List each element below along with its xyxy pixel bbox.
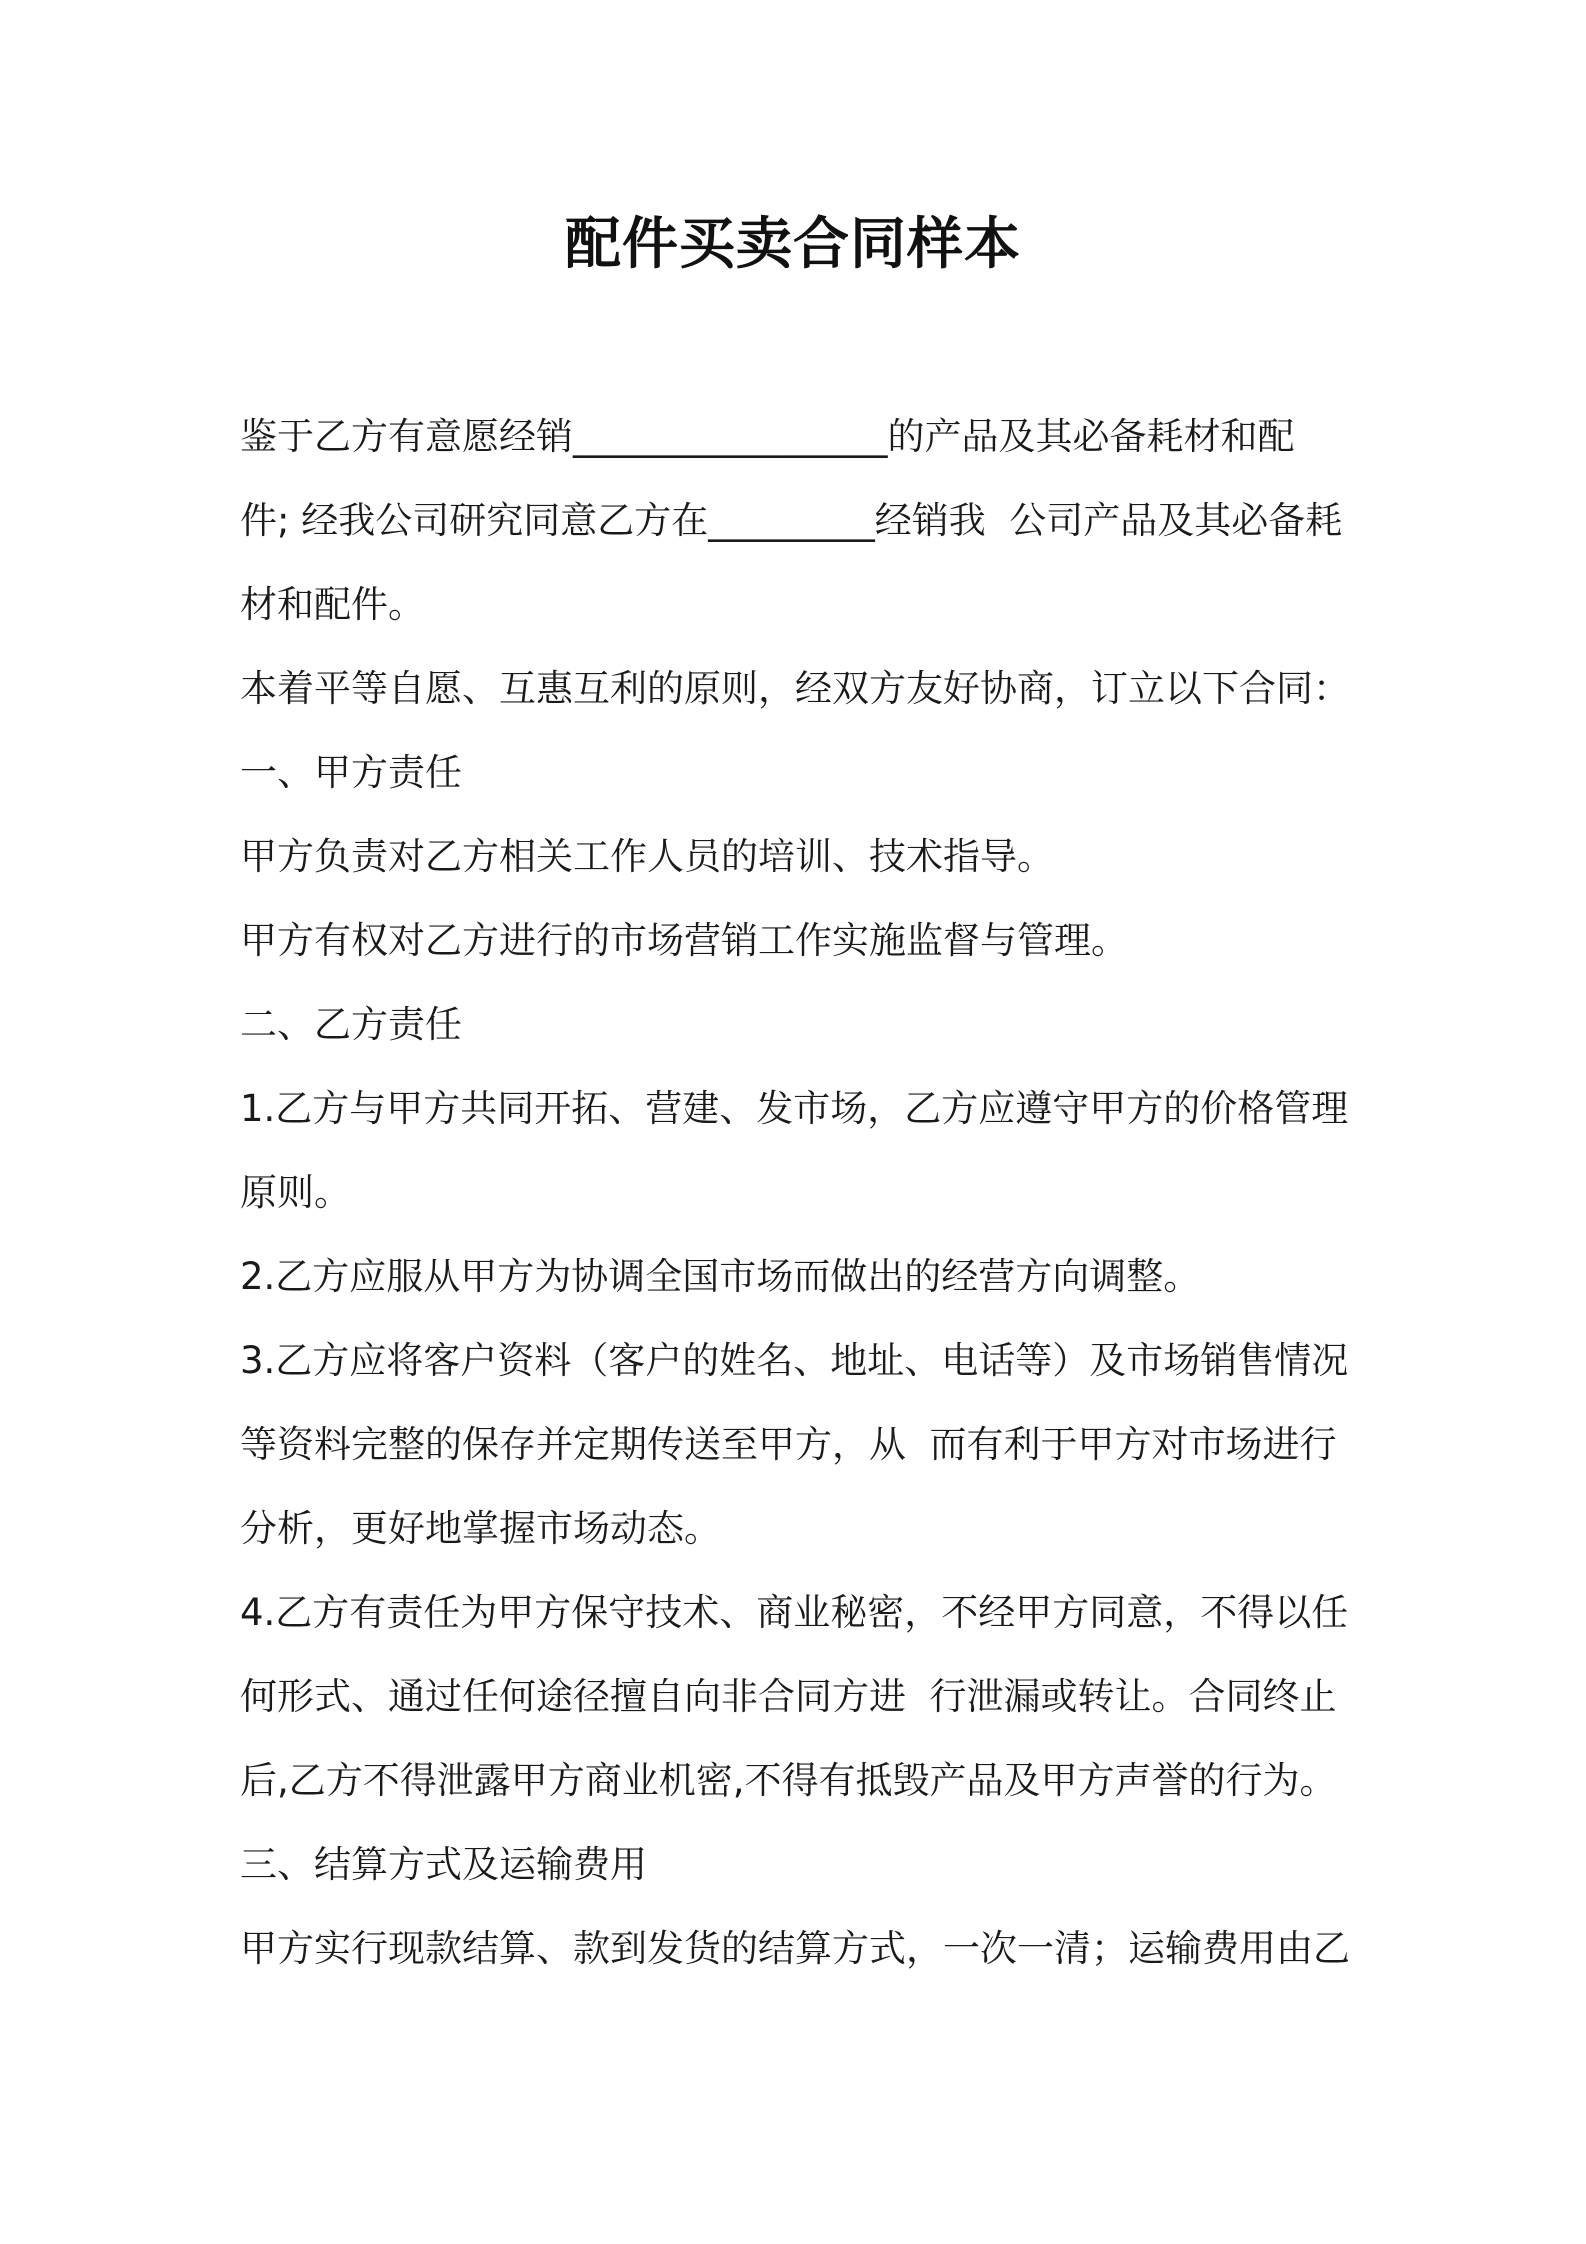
document-body [240,395,1360,1991]
paragraph-line: 甲方负责对乙方相关工作人员的培训、技术指导。 [240,835,1054,878]
paragraph-line: 甲方实行现款结算、款到发货的结算方式，一次一清；运输费用由乙 [240,1927,1350,1970]
paragraph-line: 件; 经我公司研究同意乙方在_________经销我 公司产品及其必备耗 [240,499,1343,542]
document-title: 配件买卖合同样本 [565,212,1021,277]
paragraph-line: 1.乙方与甲方共同开拓、营建、发市场，乙方应遵守甲方的价格管理 [240,1087,1349,1130]
paragraph-line: 材和配件。 [240,583,425,626]
paragraph-line: 2.乙方应服从甲方为协调全国市场而做出的经营方向调整。 [240,1255,1201,1298]
paragraph-line: 等资料完整的保存并定期传送至甲方，从 而有利于甲方对市场进行 [240,1423,1337,1466]
paragraph-line: 甲方有权对乙方进行的市场营销工作实施监督与管理。 [240,919,1128,962]
section-heading: 二、乙方责任 [240,1003,462,1046]
paragraph-line: 4.乙方有责任为甲方保守技术、商业秘密，不经甲方同意，不得以任 [240,1591,1349,1634]
paragraph-line: 本着平等自愿、互惠互利的原则，经双方友好协商，订立以下合同： [240,667,1350,710]
paragraph-line: 后,乙方不得泄露甲方商业机密,不得有抵毁产品及甲方声誉的行为。 [240,1759,1337,1802]
paragraph-line: 分析，更好地掌握市场动态。 [240,1507,721,1550]
paragraph-line: 何形式、通过任何途径擅自向非合同方进 行泄漏或转让。合同终止 [240,1675,1337,1718]
section-heading: 一、甲方责任 [240,751,462,794]
section-heading: 三、结算方式及运输费用 [240,1843,647,1886]
paragraph-line: 3.乙方应将客户资料（客户的姓名、地址、电话等）及市场销售情况 [240,1339,1349,1382]
paragraph-line: 原则。 [240,1171,351,1214]
paragraph-line: 鉴于乙方有意愿经销_________________的产品及其必备耗材和配 [240,415,1295,458]
